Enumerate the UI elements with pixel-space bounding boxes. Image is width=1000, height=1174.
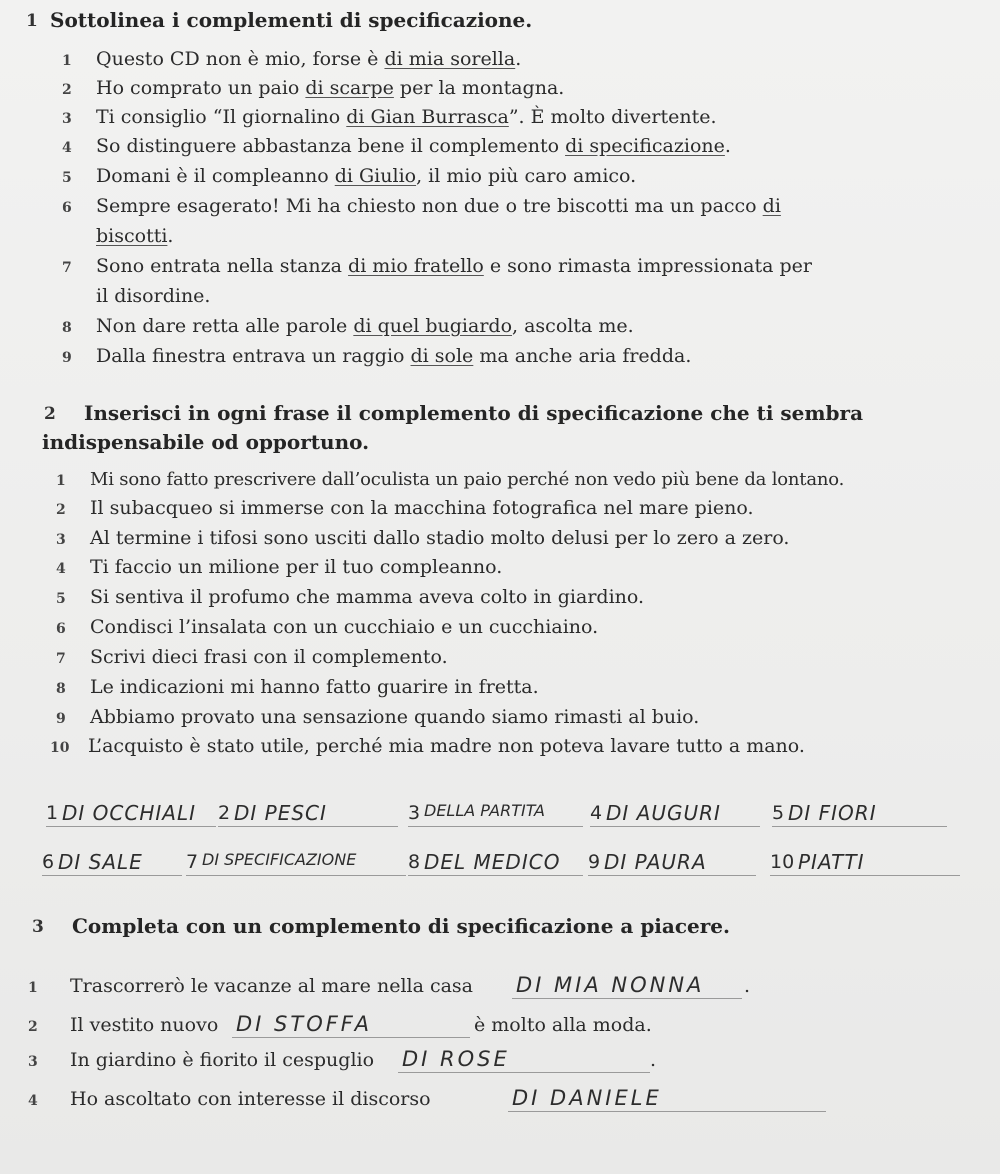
exercise2-item: [56, 524, 789, 555]
exercise3-number: 3: [32, 917, 44, 937]
answer-line: [46, 826, 216, 827]
item-text: Sono entrata nella stanza: [96, 255, 349, 277]
handwritten-answer[interactable]: DI ROSE: [402, 1047, 510, 1071]
exercise3-item: [28, 1085, 431, 1116]
item-number: 5: [62, 170, 72, 186]
answer-number: 7: [186, 851, 199, 873]
underlined-complement: di Gian Burrasca: [346, 106, 509, 128]
item-text: Questo CD non è mio, forse è: [96, 48, 385, 70]
exercise2-item: [56, 643, 448, 674]
item-text: e sono rimasta impressionata per: [483, 255, 812, 277]
exercise1-item: [96, 222, 173, 251]
answer-number: 3: [408, 802, 421, 824]
answer-number: 1: [46, 802, 59, 824]
item-text: , il mio più caro amico.: [416, 165, 637, 187]
exercise2-item: [56, 583, 644, 614]
item-text: Mi sono fatto prescrivere dall’oculista un paio perché non vedo più bene da lontano.: [90, 469, 845, 490]
exercise1-item: [62, 103, 717, 134]
answer-number: 4: [590, 802, 603, 824]
item-text: Sempre esagerato! Mi ha chiesto non due o tre biscotti ma un pacco: [96, 195, 763, 217]
handwritten-answer[interactable]: DI SALE: [58, 850, 143, 874]
item-text: L’acquisto è stato utile, perché mia madre non poteva lavare tutto a mano.: [88, 735, 805, 757]
exercise1-number: 1: [26, 11, 38, 31]
answer-number: 8: [408, 851, 421, 873]
item-number: 3: [56, 532, 66, 548]
item-text: Si sentiva il profumo che mamma aveva colto in giardino.: [90, 586, 645, 608]
item-text: per la montagna.: [393, 77, 565, 99]
item-number: 4: [56, 561, 66, 577]
exercise2-item: [56, 465, 844, 496]
item-number: 5: [56, 591, 66, 607]
exercise3-item: [28, 972, 473, 1003]
answer-line: [398, 1072, 650, 1073]
underlined-complement: di sole: [410, 345, 474, 367]
exercise2-item: [56, 613, 598, 644]
answer-number: 5: [772, 802, 785, 824]
item-number: 6: [62, 200, 72, 216]
item-number: 8: [62, 320, 72, 336]
underlined-complement: di: [762, 195, 781, 217]
handwritten-answer[interactable]: DI FIORI: [788, 801, 877, 825]
item-text: So distinguere abbastanza bene il complemento: [96, 135, 566, 157]
item-text: il disordine.: [96, 285, 211, 307]
answer-number: 9: [588, 851, 601, 873]
handwritten-answer[interactable]: DI DANIELE: [512, 1086, 662, 1110]
item-text: Le indicazioni mi hanno fatto guarire in fretta.: [90, 676, 539, 698]
exercise2-item: [50, 732, 805, 763]
underlined-complement: di scarpe: [305, 77, 394, 99]
item-number: 9: [56, 711, 66, 727]
answer-line: [770, 875, 960, 876]
item-number: 7: [56, 651, 66, 667]
item-text: .: [167, 225, 174, 247]
handwritten-answer[interactable]: DI OCCHIALI: [62, 801, 196, 825]
item-text: ma anche aria fredda.: [473, 345, 692, 367]
exercise2-item: [56, 673, 539, 704]
item-text: ”. È molto divertente.: [508, 106, 717, 128]
answer-line: [508, 1111, 826, 1112]
item-text: Al termine i tifosi sono usciti dallo stadio molto delusi per lo zero a zero.: [90, 527, 790, 549]
item-text: Domani è il compleanno: [96, 165, 335, 187]
exercise1-item: [62, 342, 691, 373]
item-text: Abbiamo provato una sensazione quando siamo rimasti al buio.: [90, 706, 700, 728]
answer-line: [512, 998, 742, 999]
answer-line: [590, 826, 760, 827]
handwritten-answer[interactable]: DI PAURA: [604, 850, 707, 874]
item-number: 2: [28, 1019, 38, 1035]
item-text: , ascolta me.: [512, 315, 634, 337]
item-text: Il vestito nuovo: [70, 1014, 219, 1036]
answer-line: [232, 1037, 470, 1038]
exercise2-item: [56, 703, 699, 734]
item-number: 3: [28, 1054, 38, 1070]
item-text: Il subacqueo si immerse con la macchina fotografica nel mare pieno.: [90, 497, 754, 519]
underlined-complement: di Giulio: [334, 165, 417, 187]
answer-line: [408, 875, 583, 876]
exercise2-number: 2: [44, 404, 56, 424]
exercise1-item: [96, 282, 210, 311]
answer-line: [772, 826, 947, 827]
item-number: 1: [56, 473, 66, 489]
item-text: .: [650, 1049, 657, 1071]
exercise2-title-line1: Inserisci in ogni frase il complemento di specificazione che ti sembra: [84, 401, 864, 425]
item-number: 3: [62, 111, 72, 127]
handwritten-answer[interactable]: DI STOFFA: [236, 1012, 373, 1036]
exercise3-item: [28, 1046, 374, 1077]
item-text: Ho comprato un paio: [96, 77, 306, 99]
handwritten-answer[interactable]: PIATTI: [798, 850, 865, 874]
underlined-complement: di mio fratello: [348, 255, 484, 277]
answer-number: 6: [42, 851, 55, 873]
exercise1-item: [62, 132, 731, 163]
item-text: Dalla finestra entrava un raggio: [96, 345, 411, 367]
item-text: In giardino è fiorito il cespuglio: [70, 1049, 375, 1071]
item-text: .: [724, 135, 731, 157]
handwritten-answer[interactable]: DI MIA NONNA: [516, 973, 705, 997]
handwritten-answer[interactable]: DI AUGURI: [606, 801, 721, 825]
exercise2-title-line2: indispensabile od opportuno.: [42, 430, 370, 454]
exercise1-title: Sottolinea i complementi di specificazione.: [50, 8, 533, 32]
item-text: Scrivi dieci frasi con il complemento.: [90, 646, 448, 668]
item-number: 2: [62, 82, 72, 98]
handwritten-answer[interactable]: DI SPECIFICAZIONE: [202, 850, 357, 869]
answer-line: [218, 826, 398, 827]
item-text: Condisci l’insalata con un cucchiaio e un cucchiaino.: [90, 616, 599, 638]
item-text: Ti consiglio “Il giornalino: [96, 106, 347, 128]
item-number: 4: [28, 1093, 38, 1109]
item-text: .: [515, 48, 522, 70]
item-number: 10: [50, 740, 70, 756]
exercise1-item: [62, 252, 812, 283]
underlined-complement: biscotti: [96, 225, 168, 247]
item-number: 4: [62, 140, 72, 156]
exercise1-item: [62, 192, 781, 223]
handwritten-answer[interactable]: DI PESCI: [234, 801, 327, 825]
underlined-complement: di quel bugiardo: [353, 315, 513, 337]
exercise2-item: [56, 553, 502, 584]
underlined-complement: di mia sorella: [384, 48, 516, 70]
item-number: 2: [56, 502, 66, 518]
item-number: 7: [62, 260, 72, 276]
item-text: Ti faccio un milione per il tuo compleanno.: [90, 556, 503, 578]
answer-line: [408, 826, 583, 827]
answer-line: [42, 875, 182, 876]
answer-number: 10: [770, 851, 795, 873]
handwritten-answer[interactable]: DEL MEDICO: [424, 850, 561, 874]
underlined-complement: di specificazione: [565, 135, 725, 157]
item-number: 1: [28, 980, 38, 996]
item-text: Non dare retta alle parole: [96, 315, 354, 337]
item-text: è molto alla moda.: [474, 1014, 652, 1036]
answer-line: [588, 875, 756, 876]
exercise3-title: Completa con un complemento di specificazione a piacere.: [72, 914, 730, 938]
item-number: 9: [62, 350, 72, 366]
answer-number: 2: [218, 802, 231, 824]
item-number: 6: [56, 621, 66, 637]
handwritten-answer[interactable]: DELLA PARTITA: [424, 801, 545, 820]
answer-line: [186, 875, 406, 876]
item-text: Ho ascoltato con interesse il discorso: [70, 1088, 431, 1110]
item-number: 8: [56, 681, 66, 697]
exercise1-item: [62, 162, 636, 193]
exercise3-item: [28, 1011, 218, 1042]
exercise1-item: [62, 74, 564, 105]
item-number: 1: [62, 53, 72, 69]
exercise1-item: [62, 45, 521, 76]
item-text: Trascorrerò le vacanze al mare nella casa: [70, 975, 474, 997]
exercise2-item: [56, 494, 754, 525]
item-text: .: [744, 975, 751, 997]
exercise1-item: [62, 312, 634, 343]
